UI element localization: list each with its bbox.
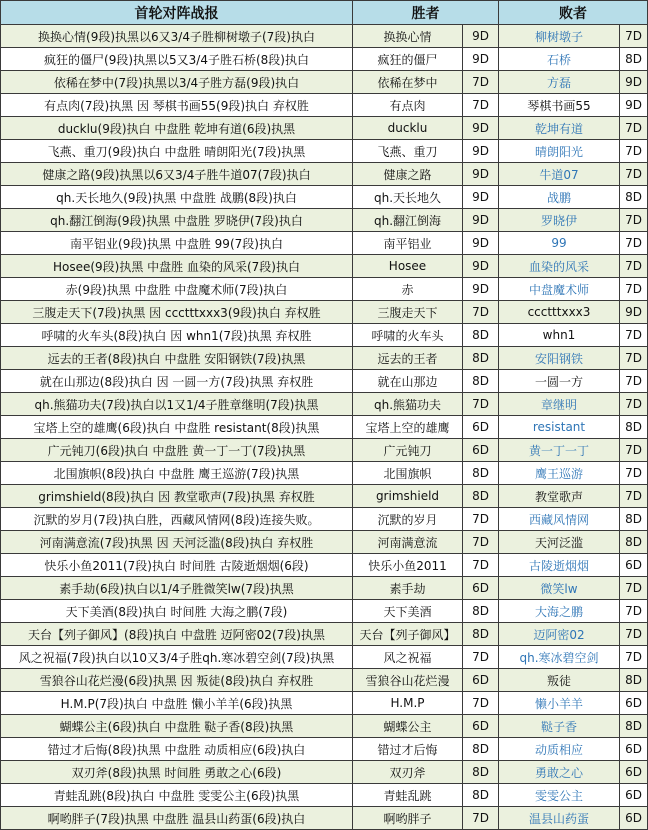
loser-name-cell: 石桥 — [499, 48, 620, 71]
loser-rank-cell: 6D — [620, 692, 648, 715]
loser-rank-cell: 7D — [620, 347, 648, 370]
match-report-cell: 错过才后悔(8段)执黑 中盘胜 动质相应(6段)执白 — [1, 738, 353, 761]
match-report-cell: 呼啸的火车头(8段)执白 因 whn1(7段)执黑 弃权胜 — [1, 324, 353, 347]
loser-rank-cell: 8D — [620, 715, 648, 738]
loser-rank-cell: 7D — [620, 324, 648, 347]
winner-name-cell: 啊哟胖子 — [353, 807, 463, 830]
match-report-cell: 天下美酒(8段)执白 时间胜 大海之鹏(7段) — [1, 600, 353, 623]
winner-rank-cell: 9D — [463, 163, 499, 186]
table-row — [1, 163, 648, 186]
winner-name-cell: qh.熊猫功夫 — [353, 393, 463, 416]
winner-name-cell: 依稀在梦中 — [353, 71, 463, 94]
loser-rank-cell: 7D — [620, 600, 648, 623]
loser-rank-cell: 7D — [620, 140, 648, 163]
loser-name-cell: 大海之鹏 — [499, 600, 620, 623]
loser-rank-cell: 9D — [620, 71, 648, 94]
header-row — [1, 1, 648, 25]
match-report-cell: 沉默的岁月(7段)执白胜，西藏风情网(8段)连接失败。 — [1, 508, 353, 531]
results-table-body — [1, 25, 648, 830]
winner-rank-cell: 7D — [463, 71, 499, 94]
table-row — [1, 232, 648, 255]
winner-rank-cell: 9D — [463, 232, 499, 255]
header-winner: 胜者 — [353, 1, 499, 25]
winner-rank-cell: 7D — [463, 508, 499, 531]
winner-name-cell: grimshield — [353, 485, 463, 508]
table-row — [1, 209, 648, 232]
winner-rank-cell: 9D — [463, 278, 499, 301]
loser-name-cell: 雯雯公主 — [499, 784, 620, 807]
loser-rank-cell: 8D — [620, 416, 648, 439]
winner-rank-cell: 7D — [463, 301, 499, 324]
table-row — [1, 531, 648, 554]
table-row — [1, 117, 648, 140]
winner-name-cell: 就在山那边 — [353, 370, 463, 393]
winner-name-cell: qh.翻江倒海 — [353, 209, 463, 232]
winner-name-cell: Hosee — [353, 255, 463, 278]
table-row — [1, 646, 648, 669]
table-row — [1, 186, 648, 209]
table-row — [1, 600, 648, 623]
loser-rank-cell: 6D — [620, 784, 648, 807]
table-row — [1, 669, 648, 692]
winner-name-cell: 沉默的岁月 — [353, 508, 463, 531]
loser-rank-cell: 7D — [620, 370, 648, 393]
loser-name-cell: 温县山药蛋 — [499, 807, 620, 830]
winner-rank-cell: 6D — [463, 715, 499, 738]
table-row — [1, 715, 648, 738]
loser-name-cell: 牛道07 — [499, 163, 620, 186]
loser-rank-cell: 6D — [620, 738, 648, 761]
winner-rank-cell: 9D — [463, 48, 499, 71]
winner-name-cell: 蝴蝶公主 — [353, 715, 463, 738]
loser-name-cell: 勇敢之心 — [499, 761, 620, 784]
winner-rank-cell: 8D — [463, 462, 499, 485]
winner-rank-cell: 9D — [463, 255, 499, 278]
winner-rank-cell: 7D — [463, 807, 499, 830]
loser-rank-cell: 7D — [620, 462, 648, 485]
winner-name-cell: qh.天长地久 — [353, 186, 463, 209]
winner-name-cell: 远去的王者 — [353, 347, 463, 370]
winner-rank-cell: 6D — [463, 416, 499, 439]
winner-name-cell: 呼啸的火车头 — [353, 324, 463, 347]
match-report-cell: Hosee(9段)执黑 中盘胜 血染的风采(7段)执白 — [1, 255, 353, 278]
match-report-cell: 北围旗帜(8段)执白 中盘胜 鹰王巡游(7段)执黑 — [1, 462, 353, 485]
table-row — [1, 393, 648, 416]
loser-rank-cell: 7D — [620, 393, 648, 416]
loser-name-cell: 动质相应 — [499, 738, 620, 761]
table-row — [1, 370, 648, 393]
match-report-cell: 河南满意流(7段)执黑 因 天河泛滥(8段)执白 弃权胜 — [1, 531, 353, 554]
winner-name-cell: 素手劫 — [353, 577, 463, 600]
loser-name-cell: resistant — [499, 416, 620, 439]
match-report-cell: 广元钝刀(6段)执白 中盘胜 黄一丁一丁(7段)执黑 — [1, 439, 353, 462]
winner-rank-cell: 7D — [463, 692, 499, 715]
match-report-cell: 疯狂的僵尸(9段)执黑以5又3/4子胜石桥(8段)执白 — [1, 48, 353, 71]
table-row — [1, 301, 648, 324]
loser-rank-cell: 7D — [620, 623, 648, 646]
match-report-cell: 啊哟胖子(7段)执黑 中盘胜 温县山药蛋(6段)执白 — [1, 807, 353, 830]
winner-name-cell: 河南满意流 — [353, 531, 463, 554]
table-row — [1, 71, 648, 94]
table-row — [1, 807, 648, 830]
winner-rank-cell: 6D — [463, 439, 499, 462]
winner-rank-cell: 9D — [463, 117, 499, 140]
table-row — [1, 462, 648, 485]
loser-rank-cell: 7D — [620, 25, 648, 48]
loser-rank-cell: 8D — [620, 186, 648, 209]
match-report-cell: 健康之路(9段)执黑以6又3/4子胜牛道07(7段)执白 — [1, 163, 353, 186]
table-row — [1, 278, 648, 301]
winner-rank-cell: 8D — [463, 324, 499, 347]
loser-rank-cell: 7D — [620, 646, 648, 669]
loser-name-cell: 古陵逝烟烟 — [499, 554, 620, 577]
loser-name-cell: 教堂歌声 — [499, 485, 620, 508]
match-report-cell: 天台【列子御风】(8段)执白 中盘胜 迈阿密02(7段)执黑 — [1, 623, 353, 646]
winner-name-cell: 健康之路 — [353, 163, 463, 186]
loser-name-cell: 安阳钢铁 — [499, 347, 620, 370]
table-row — [1, 508, 648, 531]
winner-name-cell: 天台【列子御风】 — [353, 623, 463, 646]
winner-name-cell: 换换心情 — [353, 25, 463, 48]
winner-rank-cell: 9D — [463, 209, 499, 232]
match-report-cell: 双刃斧(8段)执黑 时间胜 勇敢之心(6段) — [1, 761, 353, 784]
loser-name-cell: 叛徒 — [499, 669, 620, 692]
results-table-header — [1, 1, 648, 25]
winner-rank-cell: 7D — [463, 94, 499, 117]
loser-rank-cell: 7D — [620, 163, 648, 186]
winner-name-cell: 宝塔上空的雄鹰 — [353, 416, 463, 439]
winner-rank-cell: 8D — [463, 370, 499, 393]
match-report-cell: 素手劫(6段)执白以1/4子胜微笑lw(7段)执黑 — [1, 577, 353, 600]
loser-rank-cell: 7D — [620, 209, 648, 232]
winner-name-cell: 快乐小鱼2011 — [353, 554, 463, 577]
winner-name-cell: 疯狂的僵尸 — [353, 48, 463, 71]
match-report-cell: 有点肉(7段)执黑 因 琴棋书画55(9段)执白 弃权胜 — [1, 94, 353, 117]
winner-name-cell: 双刃斧 — [353, 761, 463, 784]
table-row — [1, 692, 648, 715]
loser-rank-cell: 7D — [620, 117, 648, 140]
match-report-cell: 快乐小鱼2011(7段)执白 时间胜 古陵逝烟烟(6段) — [1, 554, 353, 577]
winner-name-cell: 赤 — [353, 278, 463, 301]
match-report-cell: 换换心情(9段)执黑以6又3/4子胜柳树墩子(7段)执白 — [1, 25, 353, 48]
winner-rank-cell: 7D — [463, 393, 499, 416]
winner-rank-cell: 8D — [463, 485, 499, 508]
table-row — [1, 784, 648, 807]
loser-name-cell: whn1 — [499, 324, 620, 347]
table-row — [1, 416, 648, 439]
match-report-cell: 风之祝福(7段)执白以10又3/4子胜qh.寒冰碧空剑(7段)执黑 — [1, 646, 353, 669]
table-row — [1, 738, 648, 761]
table-row — [1, 761, 648, 784]
winner-name-cell: 天下美酒 — [353, 600, 463, 623]
winner-name-cell: 广元钝刀 — [353, 439, 463, 462]
loser-rank-cell: 7D — [620, 485, 648, 508]
table-row — [1, 347, 648, 370]
winner-name-cell: 青蛙乱跳 — [353, 784, 463, 807]
table-row — [1, 48, 648, 71]
loser-rank-cell: 8D — [620, 669, 648, 692]
table-row — [1, 255, 648, 278]
table-row — [1, 623, 648, 646]
match-report-cell: 三腹走天下(7段)执黑 因 ccctttxxx3(9段)执白 弃权胜 — [1, 301, 353, 324]
loser-name-cell: 琴棋书画55 — [499, 94, 620, 117]
loser-name-cell: 懒小羊羊 — [499, 692, 620, 715]
winner-name-cell: 飞燕、重刀 — [353, 140, 463, 163]
winner-rank-cell: 8D — [463, 761, 499, 784]
winner-rank-cell: 8D — [463, 347, 499, 370]
header-loser: 败者 — [499, 1, 648, 25]
loser-name-cell: qh.寒冰碧空剑 — [499, 646, 620, 669]
winner-name-cell: 风之祝福 — [353, 646, 463, 669]
loser-name-cell: 微笑lw — [499, 577, 620, 600]
match-report-cell: 南平铝业(9段)执黑 中盘胜 99(7段)执白 — [1, 232, 353, 255]
table-row — [1, 324, 648, 347]
winner-rank-cell: 8D — [463, 623, 499, 646]
match-report-cell: grimshield(8段)执白 因 教堂歌声(7段)执黑 弃权胜 — [1, 485, 353, 508]
loser-name-cell: 鹰王巡游 — [499, 462, 620, 485]
loser-name-cell: 战鹏 — [499, 186, 620, 209]
loser-rank-cell: 8D — [620, 508, 648, 531]
winner-name-cell: 南平铝业 — [353, 232, 463, 255]
winner-rank-cell: 9D — [463, 25, 499, 48]
table-row — [1, 554, 648, 577]
loser-rank-cell: 6D — [620, 554, 648, 577]
loser-rank-cell: 7D — [620, 278, 648, 301]
loser-name-cell: 乾坤有道 — [499, 117, 620, 140]
winner-rank-cell: 9D — [463, 186, 499, 209]
winner-name-cell: 有点肉 — [353, 94, 463, 117]
match-report-cell: 远去的王者(8段)执白 中盘胜 安阳钢铁(7段)执黑 — [1, 347, 353, 370]
loser-name-cell: 晴朗阳光 — [499, 140, 620, 163]
winner-name-cell: 雪狼谷山花烂漫 — [353, 669, 463, 692]
loser-name-cell: 迈阿密02 — [499, 623, 620, 646]
table-row — [1, 25, 648, 48]
table-row — [1, 485, 648, 508]
loser-rank-cell: 6D — [620, 807, 648, 830]
loser-rank-cell: 8D — [620, 531, 648, 554]
winner-rank-cell: 7D — [463, 554, 499, 577]
winner-name-cell: 北围旗帜 — [353, 462, 463, 485]
winner-rank-cell: 8D — [463, 600, 499, 623]
match-report-cell: 就在山那边(8段)执白 因 一圆一方(7段)执黑 弃权胜 — [1, 370, 353, 393]
loser-rank-cell: 7D — [620, 232, 648, 255]
match-report-cell: 雪狼谷山花烂漫(6段)执黑 因 叛徒(8段)执白 弃权胜 — [1, 669, 353, 692]
loser-rank-cell: 7D — [620, 439, 648, 462]
match-report-cell: qh.天长地久(9段)执黑 中盘胜 战鹏(8段)执白 — [1, 186, 353, 209]
table-row — [1, 140, 648, 163]
loser-name-cell: 血染的风采 — [499, 255, 620, 278]
loser-name-cell: 中盘魔术师 — [499, 278, 620, 301]
winner-rank-cell: 6D — [463, 669, 499, 692]
loser-name-cell: 章继明 — [499, 393, 620, 416]
loser-rank-cell: 7D — [620, 577, 648, 600]
loser-rank-cell: 9D — [620, 301, 648, 324]
header-match-report: 首轮对阵战报 — [1, 1, 353, 25]
loser-rank-cell: 7D — [620, 255, 648, 278]
match-report-cell: H.M.P(7段)执白 中盘胜 懒小羊羊(6段)执黑 — [1, 692, 353, 715]
match-report-cell: 宝塔上空的雄鹰(6段)执白 中盘胜 resistant(8段)执黑 — [1, 416, 353, 439]
match-report-cell: qh.翻江倒海(9段)执黑 中盘胜 罗晓伊(7段)执白 — [1, 209, 353, 232]
loser-name-cell: 黄一丁一丁 — [499, 439, 620, 462]
table-row — [1, 439, 648, 462]
loser-name-cell: 鞑子香 — [499, 715, 620, 738]
loser-rank-cell: 6D — [620, 761, 648, 784]
winner-name-cell: 三腹走天下 — [353, 301, 463, 324]
match-report-cell: 青蛙乱跳(8段)执白 中盘胜 雯雯公主(6段)执黑 — [1, 784, 353, 807]
loser-name-cell: 一圆一方 — [499, 370, 620, 393]
winner-name-cell: H.M.P — [353, 692, 463, 715]
match-report-cell: 依稀在梦中(7段)执黑以3/4子胜方磊(9段)执白 — [1, 71, 353, 94]
match-report-cell: qh.熊猫功夫(7段)执白以1又1/4子胜章继明(7段)执黑 — [1, 393, 353, 416]
match-report-cell: 赤(9段)执黑 中盘胜 中盘魔术师(7段)执白 — [1, 278, 353, 301]
loser-rank-cell: 8D — [620, 48, 648, 71]
loser-name-cell: 西藏风情网 — [499, 508, 620, 531]
table-row — [1, 94, 648, 117]
match-report-cell: 蝴蝶公主(6段)执白 中盘胜 鞑子香(8段)执黑 — [1, 715, 353, 738]
loser-name-cell: 罗晓伊 — [499, 209, 620, 232]
loser-name-cell: ccctttxxx3 — [499, 301, 620, 324]
winner-rank-cell: 7D — [463, 646, 499, 669]
loser-name-cell: 方磊 — [499, 71, 620, 94]
winner-rank-cell: 8D — [463, 784, 499, 807]
winner-rank-cell: 7D — [463, 531, 499, 554]
winner-rank-cell: 9D — [463, 140, 499, 163]
loser-name-cell: 99 — [499, 232, 620, 255]
loser-name-cell: 天河泛滥 — [499, 531, 620, 554]
loser-rank-cell: 9D — [620, 94, 648, 117]
table-row — [1, 577, 648, 600]
loser-name-cell: 柳树墩子 — [499, 25, 620, 48]
match-report-cell: ducklu(9段)执白 中盘胜 乾坤有道(6段)执黑 — [1, 117, 353, 140]
winner-name-cell: ducklu — [353, 117, 463, 140]
winner-rank-cell: 8D — [463, 738, 499, 761]
winner-rank-cell: 6D — [463, 577, 499, 600]
winner-name-cell: 错过才后悔 — [353, 738, 463, 761]
match-report-cell: 飞燕、重刀(9段)执白 中盘胜 晴朗阳光(7段)执黑 — [1, 140, 353, 163]
